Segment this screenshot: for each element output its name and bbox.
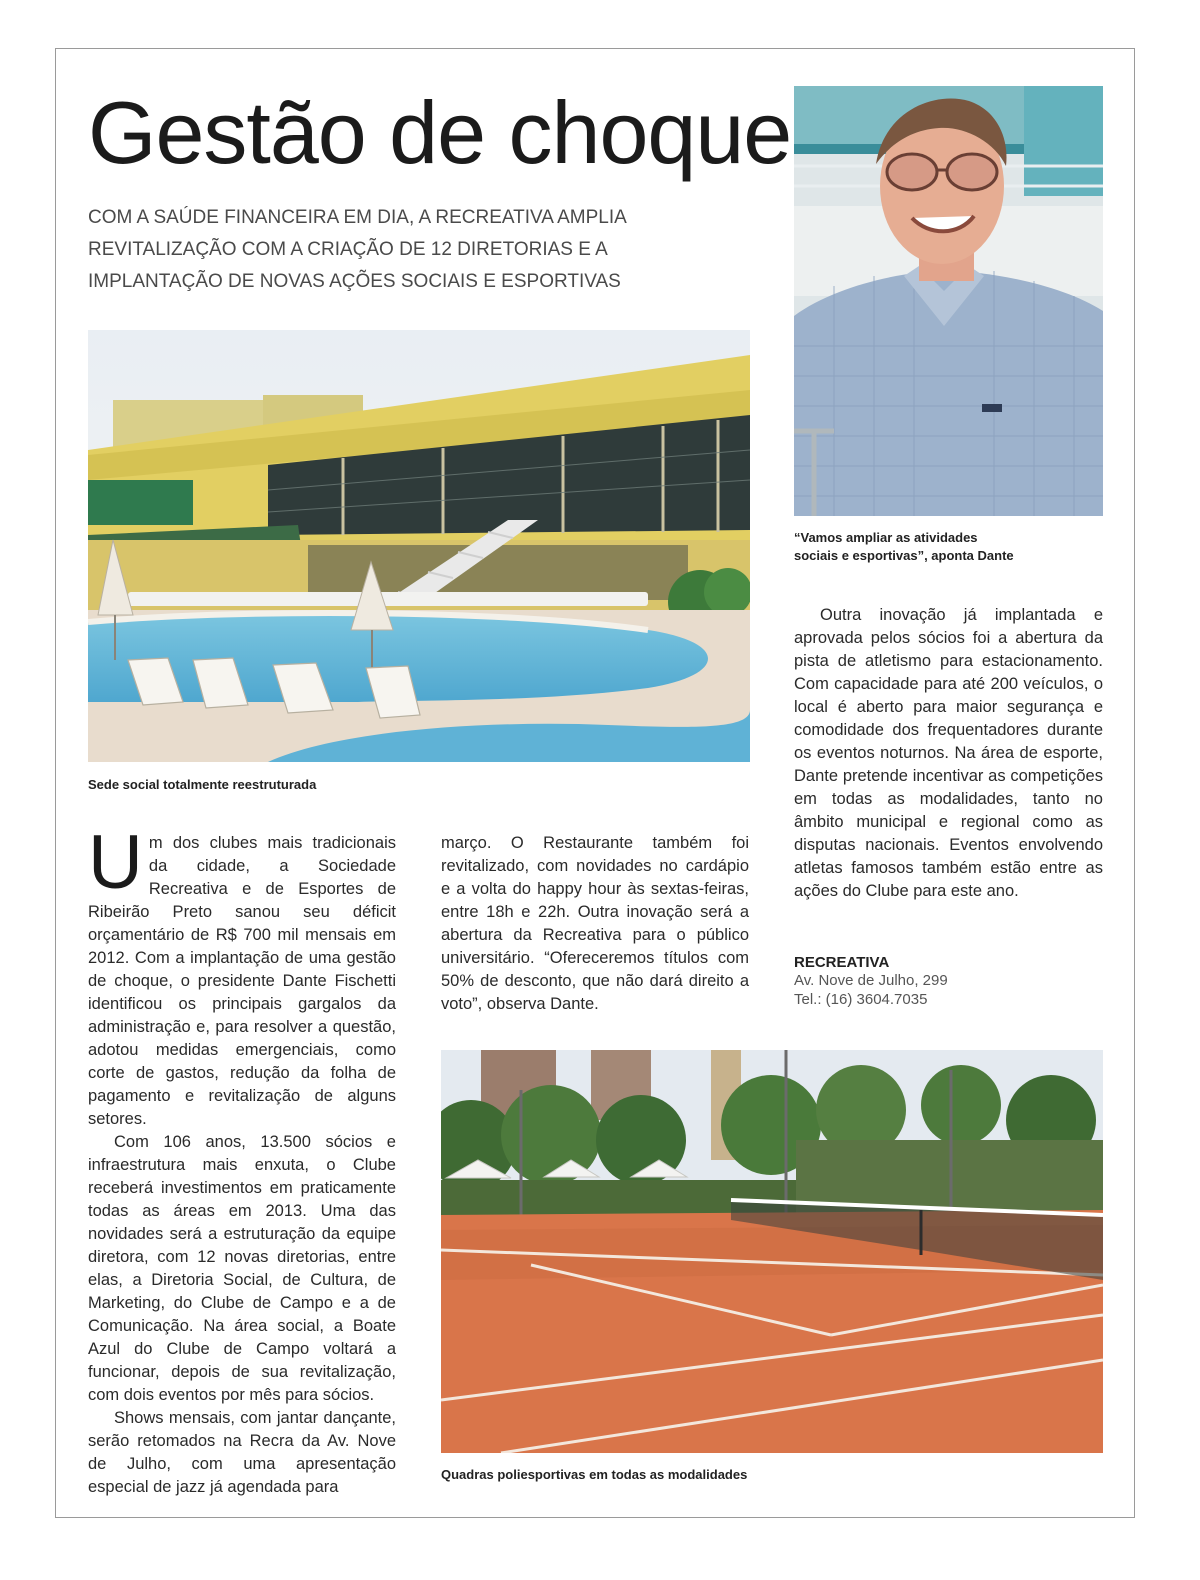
portrait-caption-line: sociais e esportivas”, aponta Dante	[794, 548, 1014, 563]
portrait-illustration	[794, 86, 1103, 516]
paragraph: março. O Restaurante também foi revitalizado, com novidades no cardápio e a volta do happy hour às sextas-feiras, entre 18h e 22h. Outra inovação será a abertura da Recreativa para o público universitário. “Ofereceremos títulos com 50% de desconto, que não dará direito a voto”, observa Dante.	[441, 834, 749, 1013]
paragraph: Shows mensais, com jantar dançante, serão retomados na Recra da Av. Nove de Julho, com uma apresentação especial de jazz já agendada para	[88, 1409, 396, 1496]
subtitle-line: REVITALIZAÇÃO COM A CRIAÇÃO DE 12 DIRETORIAS E A	[88, 239, 608, 260]
portrait-photo	[794, 86, 1103, 516]
article-column-1	[88, 820, 396, 1499]
contact-block	[794, 954, 1103, 1009]
pool-photo	[88, 330, 750, 762]
portrait-caption	[794, 529, 1103, 565]
subtitle-line: IMPLANTAÇÃO DE NOVAS AÇÕES SOCIAIS E ESPORTIVAS	[88, 271, 621, 292]
article-subtitle	[88, 202, 688, 298]
contact-phone: Tel.: (16) 3604.7035	[794, 991, 928, 1008]
article-column-3	[794, 604, 1103, 903]
pool-illustration	[88, 330, 750, 762]
paragraph	[88, 820, 396, 1131]
portrait-caption-line: “Vamos ampliar as atividades	[794, 530, 978, 545]
drop-cap: U	[88, 820, 143, 905]
article-title: Gestão de choque	[88, 83, 792, 182]
courts-photo	[441, 1050, 1103, 1453]
contact-address: Av. Nove de Julho, 299	[794, 972, 948, 989]
courts-caption: Quadras poliesportivas em todas as modalidades	[441, 1467, 748, 1482]
article-column-2	[441, 832, 749, 1016]
courts-illustration	[441, 1050, 1103, 1453]
paragraph: Outra inovação já implantada e aprovada pelos sócios foi a abertura da pista de atletismo para estacionamento. Com capacidade para até 200 veículos, o local é aberto para maior segurança e comodidade dos frequentadores durante os eventos noturnos. Na área de esporte, Dante pretende incentivar as competições em todas as modalidades, tanto no âmbito municipal e regional como as disputas nacionais. Eventos envolvendo atletas famosos também estão entre as ações do Clube para este ano.	[794, 606, 1103, 900]
pool-caption: Sede social totalmente reestruturada	[88, 777, 317, 792]
contact-name: RECREATIVA	[794, 954, 890, 971]
paragraph: Com 106 anos, 13.500 sócios e infraestrutura mais enxuta, o Clube receberá investimentos em praticamente todas as áreas em 2013. Uma das novidades será a estruturação da equipe diretora, com 12 novas diretorias, entre elas, a Diretoria Social, de Cultura, de Marketing, do Clube de Campo e a de Comunicação. Na área social, a Boate Azul do Clube de Campo voltará a funcionar, depois de sua revitalização, com dois eventos por mês para sócios.	[88, 1133, 396, 1404]
paragraph-text: m dos clubes mais tradicionais da cidade, a Sociedade Recreativa e de Esportes de Ribeirão Preto sanou seu déficit orçamentário de R$ 700 mil mensais em 2012. Com a implantação de uma gestão de choque, o presidente Dante Fischetti identificou os principais gargalos da administração e, para resolver a questão, adotou medidas emergenciais, como corte de gastos, redução da folha de pagamento e revitalização de alguns setores.	[88, 834, 396, 1128]
subtitle-line: COM A SAÚDE FINANCEIRA EM DIA, A RECREATIVA AMPLIA	[88, 207, 627, 228]
